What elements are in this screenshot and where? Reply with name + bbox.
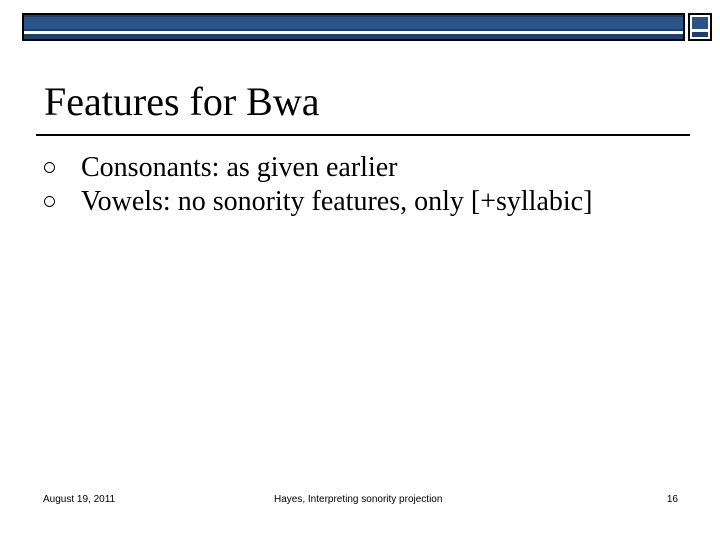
header-bar-main-block xyxy=(22,13,685,41)
slide-title: Features for Bwa xyxy=(44,79,320,124)
bullet-text: Vowels: no sonority features, only [+syllabic] xyxy=(81,186,593,217)
decorative-header-bar xyxy=(22,13,714,41)
slide-number: 16 xyxy=(666,494,678,505)
bullet-text: Consonants: as given earlier xyxy=(81,152,398,183)
title-divider xyxy=(36,134,690,136)
footer-date: August 19, 2011 xyxy=(43,494,116,505)
header-bar-end-box xyxy=(688,13,712,41)
hollow-circle-bullet-icon xyxy=(44,162,55,173)
footer-title: Hayes, Interpreting sonority projection xyxy=(274,494,443,505)
hollow-circle-bullet-icon xyxy=(44,196,55,207)
